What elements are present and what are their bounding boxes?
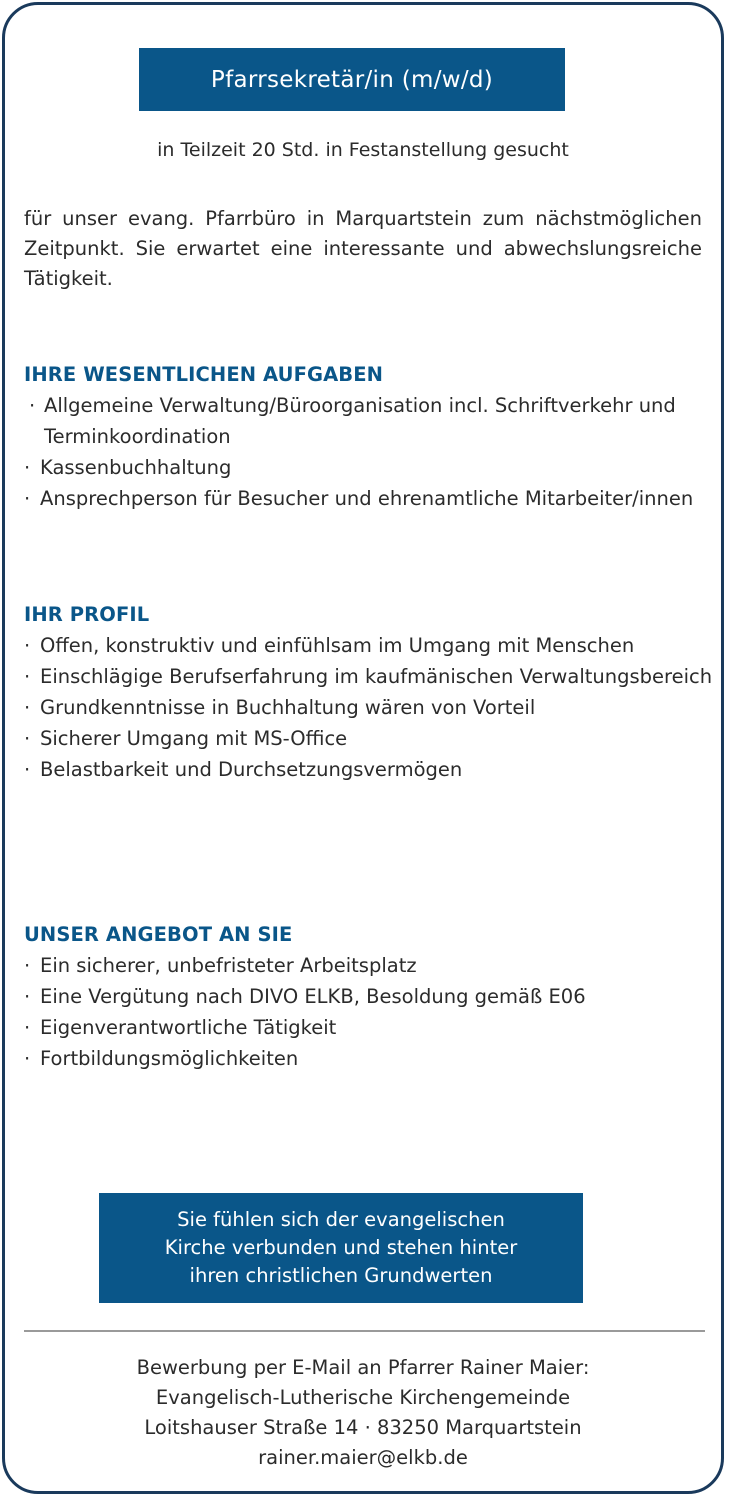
profil-list [24,630,714,785]
list-item [24,981,714,1012]
callout-line: Kirche verbunden und stehen hinter [164,1236,518,1259]
bullet-icon: · [24,487,31,510]
callout-line: Sie fühlen sich der evangelischen [177,1208,505,1231]
bullet-icon: · [24,1047,31,1070]
bullet-icon: · [24,696,31,719]
values-callout [99,1193,583,1303]
list-item-text: Ein sicherer, unbefristeter Arbeitsplatz [40,954,417,977]
bullet-icon: · [24,456,31,479]
bullet-icon: · [24,1016,31,1039]
angebot-list [24,950,714,1074]
job-title-banner [139,48,565,111]
list-item-text: Ansprechperson für Besucher und ehrenamtliche Mitarbeiter/innen [40,487,694,510]
aufgaben-list [24,390,714,514]
bullet-icon: · [24,727,31,750]
bullet-icon: · [29,394,36,417]
job-title: Pfarrsekretär/in (m/w/d) [210,66,494,93]
list-item-text: Allgemeine Verwaltung/Büroorganisation incl. Schriftverkehr und Terminkoordination [44,394,676,448]
list-item-text: Kassenbuchhaltung [40,456,232,479]
list-item [24,692,714,723]
section-aufgaben [24,360,714,514]
contact-block [0,1353,726,1473]
list-item-text: Belastbarkeit und Durchsetzungsvermögen [40,758,463,781]
list-item [24,661,714,692]
list-item [24,630,714,661]
list-item-text: Grundkenntnisse in Buchhaltung wären von Vorteil [40,696,536,719]
bullet-icon: · [24,665,31,688]
bullet-icon: · [24,634,31,657]
list-item [24,483,714,514]
list-item-text: Offen, konstruktiv und einfühlsam im Umgang mit Menschen [40,634,635,657]
list-item [24,754,714,785]
callout-line: ihren christlichen Grundwerten [189,1264,493,1287]
section-heading-angebot: UNSER ANGEBOT AN SIE [24,923,293,946]
divider [24,1330,705,1332]
bullet-icon: · [24,758,31,781]
section-profil [24,600,714,785]
list-item-text: Sicherer Umgang mit MS-Office [40,727,348,750]
organization-name: Evangelisch-Lutherische Kirchengemeinde [155,1386,571,1409]
email-link[interactable]: rainer.maier@elkb.de [258,1446,468,1469]
list-item-text: Eigenverantwortliche Tätigkeit [40,1016,337,1039]
list-item-text: Fortbildungsmöglichkeiten [40,1047,299,1070]
section-angebot [24,920,714,1074]
bullet-icon: · [24,954,31,977]
employment-subtitle: in Teilzeit 20 Std. in Festanstellung gesucht [157,139,569,161]
list-item-text: Einschlägige Berufserfahrung im kaufmänischen Verwaltungsbereich [40,665,713,688]
list-item [24,1012,714,1043]
application-instruction: Bewerbung per E-Mail an Pfarrer Rainer Maier: [136,1356,590,1379]
list-item [24,1043,714,1074]
list-item [24,723,714,754]
bullet-icon: · [24,985,31,1008]
list-item-text: Eine Vergütung nach DIVO ELKB, Besoldung gemäß E06 [40,985,586,1008]
intro-paragraph: für unser evang. Pfarrbüro in Marquartstein zum nächstmöglichen Zeitpunkt. Sie erwartet eine interessante und abwechslungsreiche Tätigkeit. [24,207,702,290]
list-item [24,390,714,452]
list-item [24,452,714,483]
section-heading-aufgaben: IHRE WESENTLICHEN AUFGABEN [24,363,384,386]
section-heading-profil: IHR PROFIL [24,603,150,626]
list-item [24,950,714,981]
postal-address: Loitshauser Straße 14 · 83250 Marquartstein [144,1416,582,1439]
